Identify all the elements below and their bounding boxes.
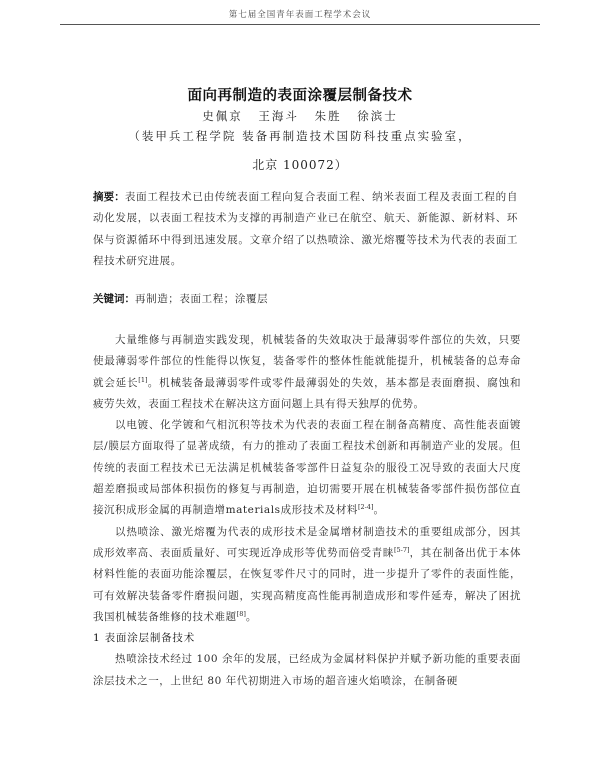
author-list <box>0 108 600 124</box>
paragraph-text: 以热喷涂、激光熔覆为代表的成形技术是金属增材制造技术的重要组成部分，因其成形效率高、表面质量好、可实现近净成形等优势而倍受青睐 <box>93 525 521 559</box>
body-paragraph <box>93 415 521 521</box>
keywords-label: 关键词： <box>93 293 135 305</box>
author-name: 朱胜 <box>314 109 342 123</box>
author-name: 王海斗 <box>258 109 299 123</box>
citation-ref: [1] <box>138 375 148 384</box>
keywords-text: 再制造；表面工程；涂覆层 <box>135 293 269 305</box>
keywords <box>93 291 518 306</box>
paragraph-text: 。 <box>373 504 385 517</box>
paragraph-text: 。机械装备最薄弱零件或零件最薄弱处的失效，基本都是表面磨损、腐蚀和疲劳失效，表面工程技术在解决这方面问题上具有得天独厚的优势。 <box>93 376 521 410</box>
header-divider <box>60 24 540 25</box>
body-paragraph <box>93 330 521 415</box>
paper-title: 面向再制造的表面涂覆层制备技术 <box>187 88 413 104</box>
author-affiliation: （装甲兵工程学院 装备再制造技术国防科技重点实验室， <box>128 129 472 143</box>
body-paragraph <box>93 522 521 628</box>
author-name: 史佩京 <box>202 109 243 123</box>
author-name: 徐滨士 <box>357 109 398 123</box>
abstract <box>93 187 518 272</box>
paragraph-text: ，其在制备出优于本体材料性能的表面功能涂覆层，在恢复零件尺寸的同时，进一步提升了零件的表面性能，可有效解决装备零件磨损问题，实现高精度高性能再制造成形和零件延寿，解决了困扰我国机械装备维修的技术难题 <box>93 546 522 623</box>
abstract-label: 摘要： <box>93 191 125 203</box>
body-text <box>93 330 521 692</box>
citation-ref: [2-4] <box>357 503 374 512</box>
citation-ref: [8] <box>236 609 246 618</box>
running-header: 第七届全国青年表面工程学术会议 <box>228 10 372 20</box>
section-heading: 1 表面涂层制备技术 <box>93 632 196 645</box>
paragraph-text: 以电镀、化学镀和气相沉积等技术为代表的表面工程在制备高精度、高性能表面镀层/膜层方面取得了显著成绩，有力的推动了表面工程技术创新和再制造产业的发展。但传统的表面工程技术已无法满足机械装备零部件日益复杂的服役工况导致的表面大尺度超差磨损或局部体积损伤的修复与再制造，迫切需要开展在机械装备零部件损伤部位直接沉积成形金属的再制造增materials成形技术及材料 <box>93 419 521 517</box>
author-address: 北京 100072） <box>252 158 348 172</box>
paragraph-text: 大量维修与再制造实践发现，机械装备的失效取决于最薄弱零件部位的失效，只要使最薄弱零件部位的性能得以恢复，装备零件的整体性能就能提升，机械装备的总寿命就会延长 <box>93 334 521 389</box>
abstract-text: 表面工程技术已由传统表面工程向复合表面工程、纳米表面工程及表面工程的自动化发展，以表面工程技术为支撑的再制造产业已在航空、航天、新能源、新材料、环保与资源循环中得到迅速发展。文章介绍了以热喷涂、激光熔覆等技术为代表的表面工程技术研究进展。 <box>93 191 518 267</box>
paragraph-text: 。 <box>245 610 257 623</box>
citation-ref: [5-7] <box>393 545 410 554</box>
body-paragraph: 热喷涂技术经过 100 余年的发展，已经成为金属材料保护并赋予新功能的重要表面涂层技术之一，上世纪 80 年代初期进入市场的超音速火焰喷涂，在制备硬 <box>93 653 521 687</box>
